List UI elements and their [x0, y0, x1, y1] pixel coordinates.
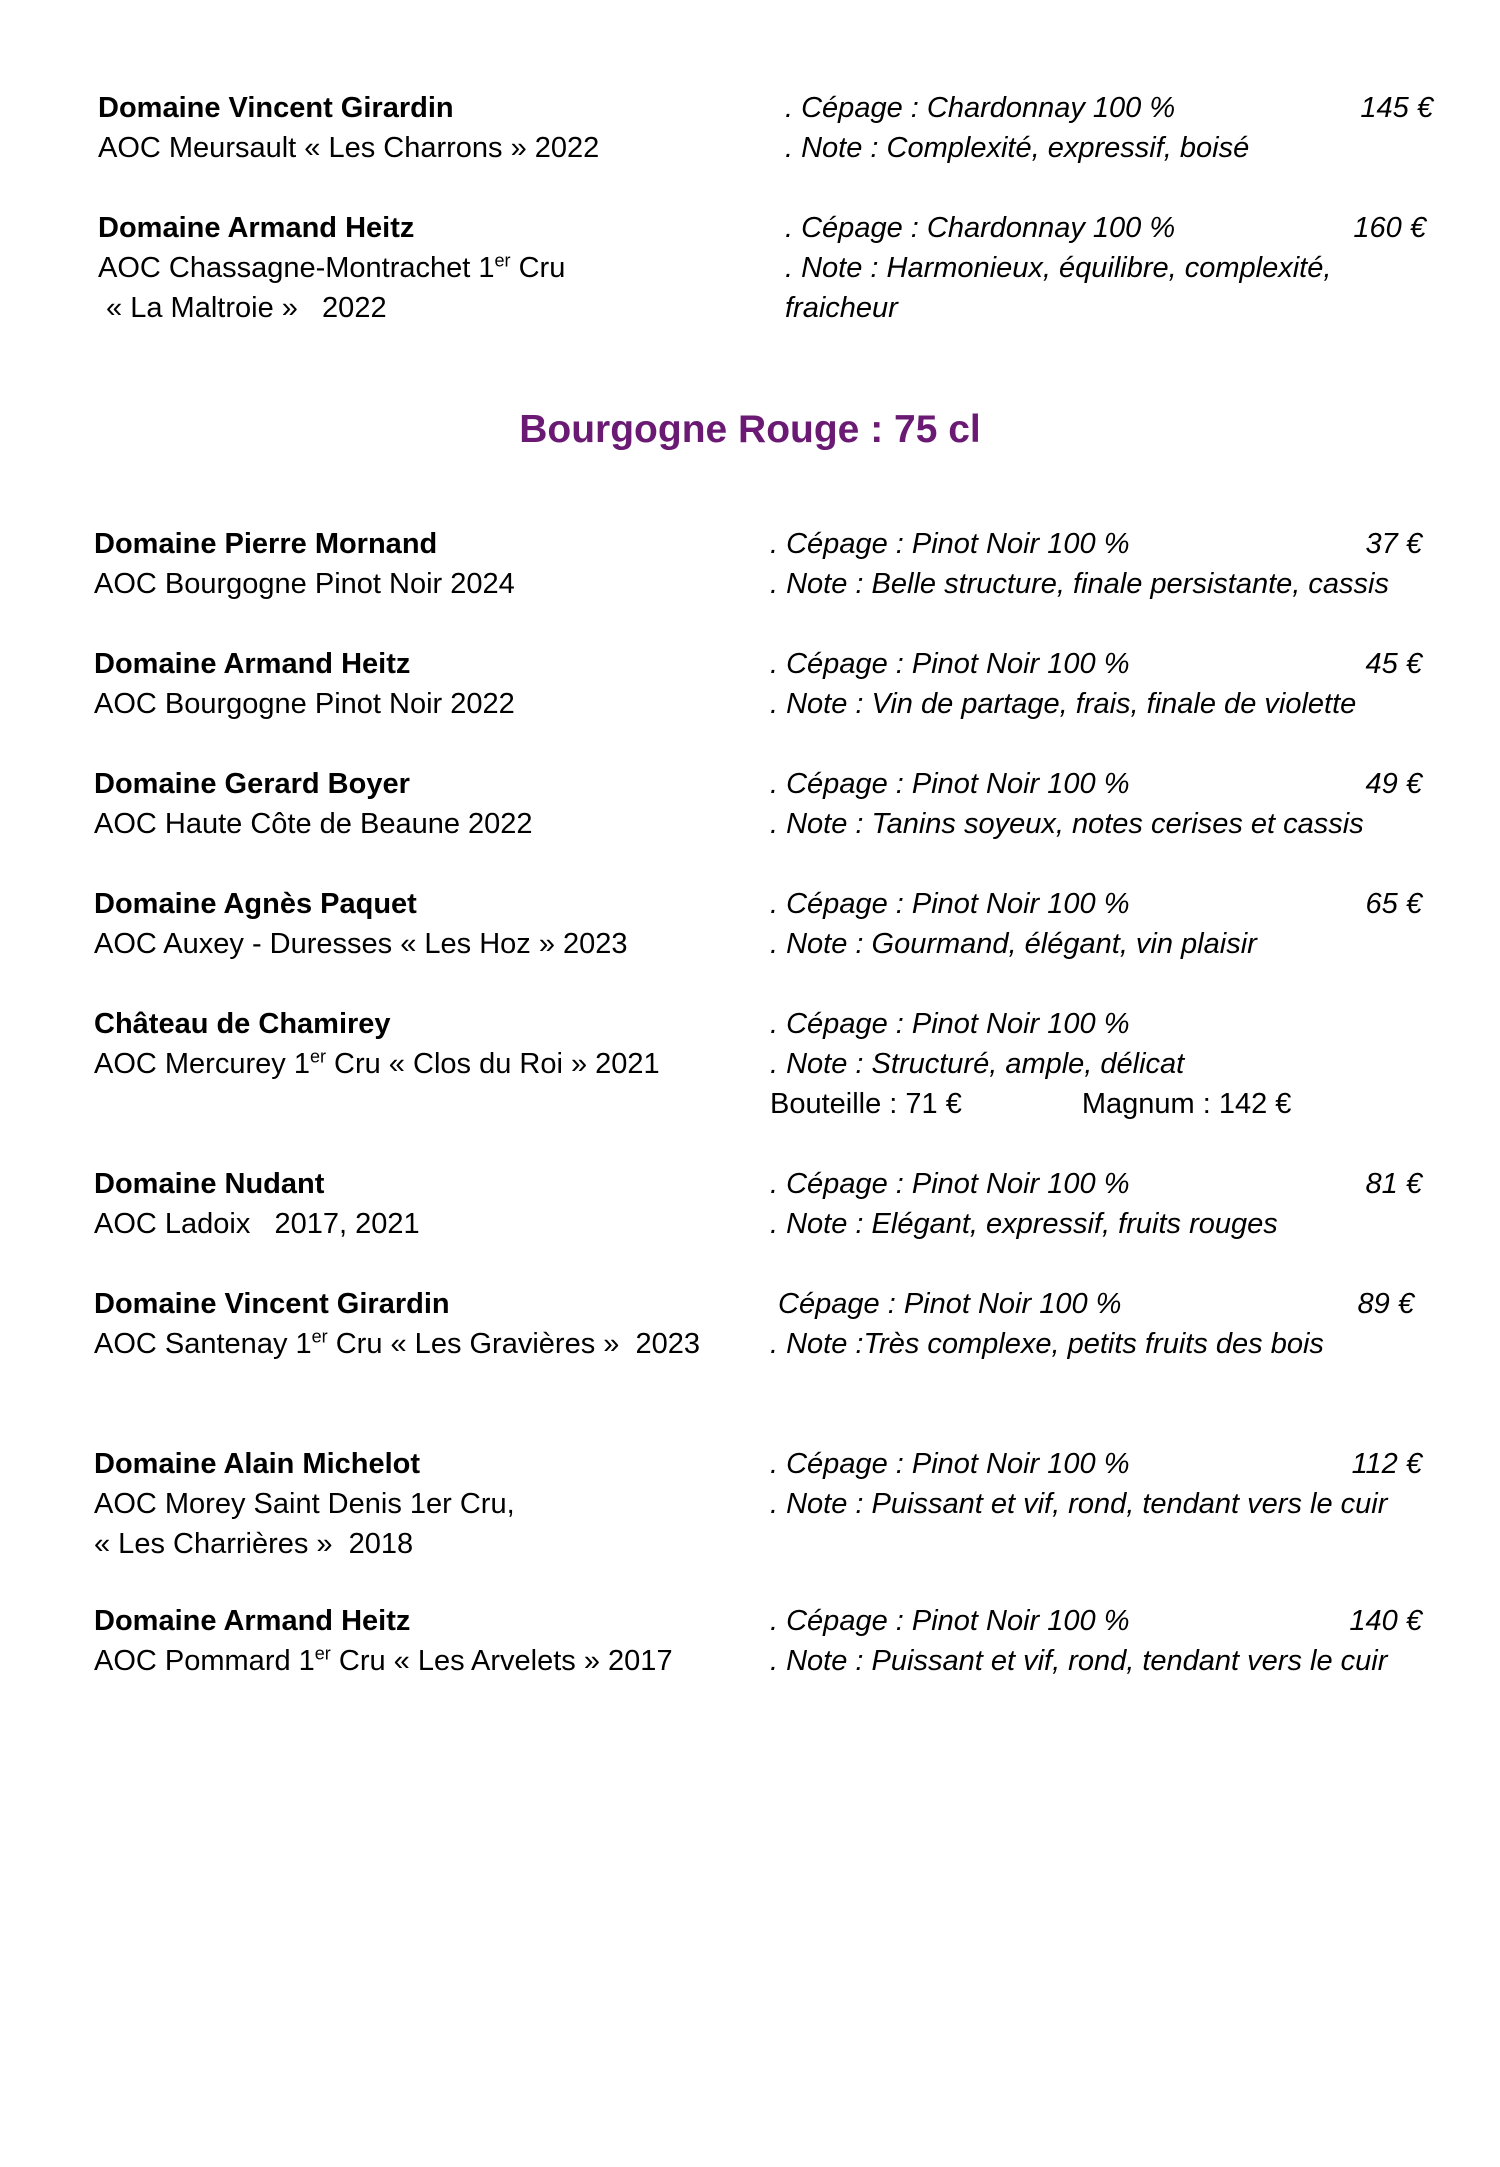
- appellation: AOC Ladoix 2017, 2021: [94, 1208, 420, 1240]
- wine-price: 81 €: [1365, 1168, 1422, 1200]
- appellation: AOC Bourgogne Pinot Noir 2024: [94, 568, 515, 600]
- producer-name: Château de Chamirey: [94, 1008, 391, 1040]
- producer-name: Domaine Armand Heitz: [94, 648, 411, 680]
- producer-name: Domaine Armand Heitz: [94, 1605, 411, 1637]
- producer-name: Domaine Nudant: [94, 1168, 325, 1200]
- appellation: AOC Mercurey 1er Cru « Clos du Roi » 2021: [94, 1046, 660, 1080]
- producer-name: Domaine Agnès Paquet: [94, 888, 417, 920]
- appellation-line-2: « Les Charrières » 2018: [94, 1528, 414, 1560]
- cepage: . Cépage : Chardonnay 100 %: [785, 92, 1176, 124]
- appellation: AOC Pommard 1er Cru « Les Arvelets » 2017: [94, 1643, 673, 1677]
- producer-name: Domaine Armand Heitz: [98, 212, 415, 244]
- appellation: AOC Morey Saint Denis 1er Cru,: [94, 1488, 515, 1520]
- wine-price: 89 €: [1357, 1288, 1414, 1320]
- wine-price: 37 €: [1365, 528, 1422, 560]
- cepage: . Cépage : Pinot Noir 100 %: [770, 768, 1130, 800]
- tasting-note-line-2: fraicheur: [785, 292, 898, 324]
- producer-name: Domaine Vincent Girardin: [98, 92, 454, 124]
- wine-price: 112 €: [1351, 1448, 1422, 1480]
- tasting-note: . Note : Gourmand, élégant, vin plaisir: [770, 928, 1257, 960]
- appellation: AOC Santenay 1er Cru « Les Gravières » 2023: [94, 1326, 701, 1360]
- cepage: . Cépage : Pinot Noir 100 %: [770, 1448, 1130, 1480]
- magnum-price: Magnum : 142 €: [1081, 1088, 1292, 1120]
- cepage: . Cépage : Pinot Noir 100 %: [770, 1008, 1130, 1040]
- tasting-note: . Note : Elégant, expressif, fruits rouges: [770, 1208, 1278, 1240]
- cepage: . Cépage : Pinot Noir 100 %: [770, 528, 1130, 560]
- section-title: Bourgogne Rouge : 75 cl: [519, 408, 981, 451]
- appellation: AOC Chassagne-Montrachet 1er Cru: [98, 250, 566, 284]
- tasting-note: . Note : Structuré, ample, délicat: [770, 1048, 1185, 1080]
- producer-name: Domaine Vincent Girardin: [94, 1288, 450, 1320]
- wine-price: 160 €: [1353, 212, 1426, 244]
- tasting-note: . Note : Complexité, expressif, boisé: [785, 132, 1250, 164]
- wine-price: 65 €: [1365, 888, 1422, 920]
- wine-price: 45 €: [1365, 648, 1422, 680]
- tasting-note: . Note : Puissant et vif, rond, tendant vers le cuir: [770, 1488, 1388, 1520]
- producer-name: Domaine Pierre Mornand: [94, 528, 438, 560]
- wine-price: 140 €: [1349, 1605, 1422, 1637]
- cepage: . Cépage : Pinot Noir 100 %: [770, 888, 1130, 920]
- cepage: . Cépage : Chardonnay 100 %: [785, 212, 1176, 244]
- cepage: . Cépage : Pinot Noir 100 %: [770, 1168, 1130, 1200]
- cepage: Cépage : Pinot Noir 100 %: [770, 1288, 1122, 1320]
- appellation: AOC Bourgogne Pinot Noir 2022: [94, 688, 515, 720]
- cepage: . Cépage : Pinot Noir 100 %: [770, 1605, 1130, 1637]
- tasting-note: . Note : Puissant et vif, rond, tendant vers le cuir: [770, 1645, 1388, 1677]
- cepage: . Cépage : Pinot Noir 100 %: [770, 648, 1130, 680]
- producer-name: Domaine Alain Michelot: [94, 1448, 421, 1480]
- wine-price: 145 €: [1360, 92, 1433, 124]
- wine-price: 49 €: [1365, 768, 1422, 800]
- tasting-note: . Note : Harmonieux, équilibre, complexité,: [785, 252, 1332, 284]
- appellation: AOC Meursault « Les Charrons » 2022: [98, 132, 600, 164]
- bottle-price: Bouteille : 71 €: [770, 1088, 962, 1120]
- tasting-note: . Note :Très complexe, petits fruits des bois: [770, 1328, 1324, 1360]
- bottle-sizes: [770, 1084, 1291, 1124]
- tasting-note: . Note : Belle structure, finale persistante, cassis: [770, 568, 1389, 600]
- appellation-line-2: « La Maltroie » 2022: [98, 292, 387, 324]
- appellation: AOC Auxey - Duresses « Les Hoz » 2023: [94, 928, 628, 960]
- producer-name: Domaine Gerard Boyer: [94, 768, 410, 800]
- tasting-note: . Note : Tanins soyeux, notes cerises et cassis: [770, 808, 1364, 840]
- appellation: AOC Haute Côte de Beaune 2022: [94, 808, 533, 840]
- tasting-note: . Note : Vin de partage, frais, finale de violette: [770, 688, 1357, 720]
